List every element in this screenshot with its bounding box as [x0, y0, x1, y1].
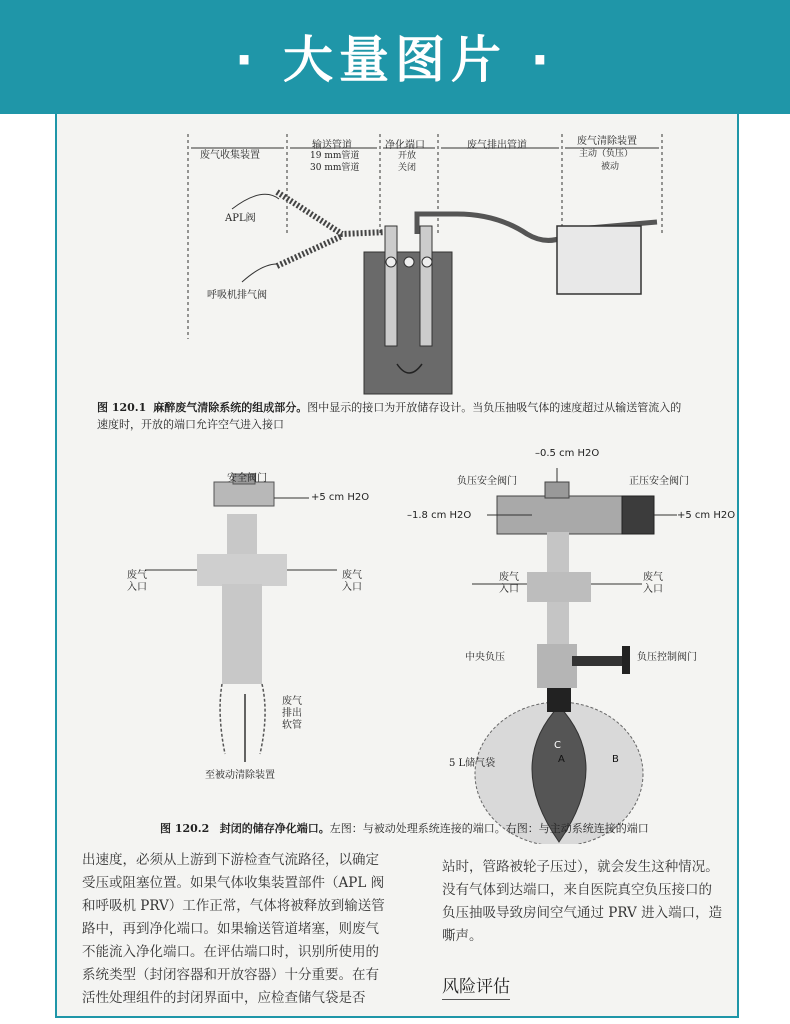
fig2-left-pressure: +5 cm H2O	[311, 492, 370, 503]
body-text-left	[82, 849, 385, 1010]
fig2-right-right-pressure: +5 cm H2O	[677, 510, 736, 521]
fig2-right-control: 负压控制阀门	[637, 652, 697, 663]
figure-120-1	[57, 114, 737, 414]
fig2-left-inlet-left: 废气 入口	[127, 570, 147, 593]
fig1-sub-30mm: 30 mm管道	[310, 163, 360, 173]
fig1-caption-text: 图中显示的接口为开放储存设计。当负压抽吸气体的速度超过从输送管流入的	[307, 401, 682, 414]
fig2-right-inlet-left: 废气 入口	[499, 572, 519, 595]
fig1-caption-number: 图 120.1	[97, 401, 147, 414]
fig1-sub-passive: 被动	[601, 162, 620, 172]
fig1-sub-19mm: 19 mm管道	[310, 151, 360, 161]
fig2-left-destination: 至被动清除装置	[205, 770, 275, 781]
fig2-right-chamber-a: A	[558, 754, 565, 765]
text-line: 不能流入净化端口。在评估端口时，识别所使用的	[82, 944, 379, 960]
text-line: 嘶声。	[442, 928, 483, 944]
fig2-right-left-pressure: –1.8 cm H2O	[407, 510, 472, 521]
fig2-caption-text: 左图：与被动处理系统连接的端口。右图：与主动系统连接的端口	[329, 822, 649, 835]
fig1-caption-title: 麻醉废气清除系统的组成部分。	[153, 401, 308, 414]
fig2-right-inlet-right: 废气 入口	[643, 572, 663, 595]
fig1-col-label-scavenger: 废气清除装置	[577, 136, 637, 147]
fig2-caption	[160, 820, 649, 836]
left-port-device	[145, 474, 337, 762]
text-line: 没有气体到达端口，来自医院真空负压接口的	[442, 882, 712, 898]
fig1-col-label-port: 净化端口	[385, 140, 425, 151]
fig2-left-inlet-right: 废气 入口	[342, 570, 362, 593]
fig1-caption-line2: 速度时，开放的端口允许空气进入接口	[97, 418, 284, 431]
text-line: 站时，管路被轮子压过），就会发生这种情况。	[442, 859, 719, 875]
fig2-right-chamber-c: C	[554, 740, 561, 751]
book-page	[55, 114, 739, 1018]
fig2-right-top-pressure: –0.5 cm H2O	[535, 448, 600, 459]
fig2-caption-number: 图 120.2	[160, 822, 210, 835]
text-line: 活性处理组件的封闭界面中，应检查储气袋是否	[82, 990, 366, 1006]
fig2-right-chamber-b: B	[612, 754, 619, 765]
figure-120-2	[57, 444, 737, 844]
text-line: 和呼吸机 PRV）工作正常，气体将被释放到输送管	[82, 898, 385, 914]
fig2-right-neg-valve: 负压安全阀门	[457, 476, 517, 487]
banner	[0, 0, 790, 114]
text-line: 负压抽吸导致房间空气通过 PRV 进入端口，造	[442, 905, 723, 921]
text-line: 受压或阻塞位置。如果气体收集装置部件（APL 阀	[82, 875, 385, 891]
fig1-col-label-collect: 废气收集装置	[200, 150, 260, 161]
fig1-vent-label: 呼吸机排气阀	[207, 290, 267, 301]
text-line: 系统类型（封闭容器和开放容器）十分重要。在有	[82, 967, 379, 983]
fig1-sub-closed: 关闭	[398, 163, 417, 173]
text-line: 出速度，必须从上游到下游检查气流路径，以确定	[82, 852, 379, 868]
section-heading: 风险评估	[442, 972, 510, 1000]
fig2-right-pos-valve: 正压安全阀门	[629, 476, 689, 487]
text-line: 路中，再到净化端口。如果输送管道堵塞，则废气	[82, 921, 379, 937]
body-text-right	[442, 856, 722, 948]
fig1-col-label-pipe: 输送管道	[312, 140, 352, 151]
banner-title: · 大量图片 ·	[234, 31, 556, 89]
fig1-apl-label: APL阀	[225, 213, 256, 224]
fig2-right-central: 中央负压	[465, 652, 505, 663]
fig2-left-hose: 废气 排出 软管	[282, 696, 302, 731]
fig2-right-bag: 5 L储气袋	[449, 758, 496, 769]
fig2-caption-title: 封闭的储存净化端口。	[219, 822, 330, 835]
fig1-sub-open: 开放	[398, 151, 417, 161]
fig2-left-valve: 安全阀门	[227, 473, 267, 484]
fig1-col-label-exhaust: 废气排出管道	[467, 140, 527, 151]
fig1-caption-line1	[97, 399, 681, 415]
fig1-sub-active: 主动（负压）	[579, 149, 634, 159]
